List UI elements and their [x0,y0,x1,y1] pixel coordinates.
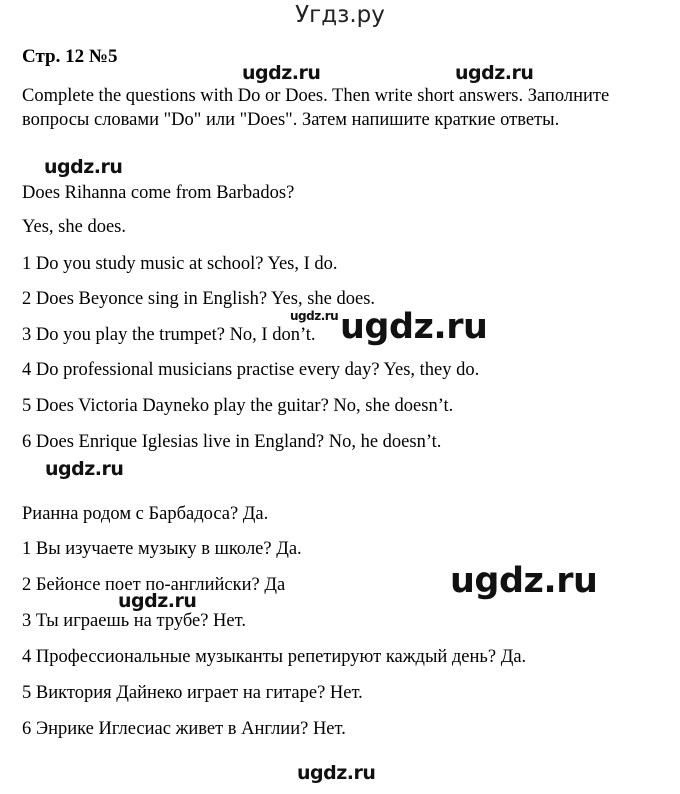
english-answer-6: 6 Does Enrique Iglesias live in England? No, he doesn’t. [22,432,442,452]
watermark: ugdz.ru [290,309,339,323]
page-heading: Стр. 12 №5 [22,46,118,67]
watermark: ugdz.ru [450,561,598,601]
russian-answer-3: 3 Ты играешь на трубе? Нет. [22,611,246,631]
watermark: ugdz.ru [455,62,534,84]
watermark: ugdz.ru [118,590,197,612]
example-question: Does Rihanna come from Barbados? [22,183,295,203]
russian-answer-1: 1 Вы изучаете музыку в школе? Да. [22,539,302,559]
watermark: ugdz.ru [340,307,488,347]
example-answer: Yes, she does. [22,217,126,237]
site-title: Угдз.ру [295,2,385,28]
watermark: ugdz.ru [44,156,123,178]
english-answer-5: 5 Does Victoria Dayneko play the guitar? No, she doesn’t. [22,396,454,416]
russian-answer-2: 2 Бейонсе поет по-английски? Да [22,575,286,595]
english-answer-4: 4 Do professional musicians practise every day? Yes, they do. [22,360,480,380]
english-answer-2: 2 Does Beyonce sing in English? Yes, she does. [22,289,376,309]
english-answer-1: 1 Do you study music at school? Yes, I do. [22,254,338,274]
watermark: ugdz.ru [297,762,376,784]
russian-example: Рианна родом с Барбадоса? Да. [22,504,269,524]
russian-answer-5: 5 Виктория Дайнеко играет на гитаре? Нет. [22,683,363,703]
english-answer-3: 3 Do you play the trumpet? No, I don’t. [22,325,316,345]
watermark: ugdz.ru [242,62,321,84]
russian-answer-4: 4 Профессиональные музыканты репетируют каждый день? Да. [22,647,527,667]
task-instruction: Complete the questions with Do or Does. Then write short answers. Заполните вопросы словами "Do" или "Does". Затем напишите краткие ответы. [22,86,610,130]
russian-answer-6: 6 Энрике Иглесиас живет в Англии? Нет. [22,719,346,739]
watermark: ugdz.ru [45,458,124,480]
